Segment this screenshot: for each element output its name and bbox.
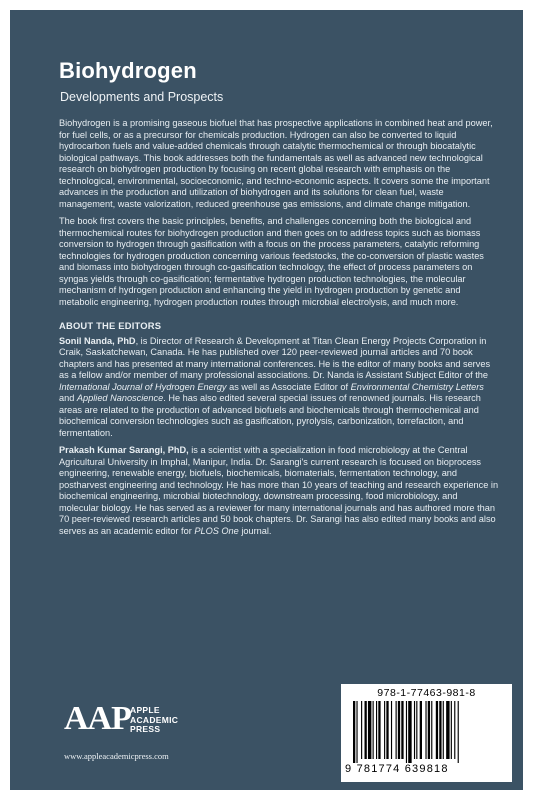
- editor-bio-nanda: [59, 336, 499, 440]
- barcode-bar: [406, 701, 407, 763]
- editor-bio-sarangi: [59, 445, 499, 537]
- barcode-bar: [356, 701, 357, 763]
- bio-text: journal.: [238, 525, 272, 536]
- barcode-bar: [454, 701, 455, 759]
- barcode-bar: [386, 701, 388, 759]
- logo-wordmark: [130, 706, 178, 735]
- bio-text: and: [59, 393, 77, 403]
- journal-name: Applied Nanoscience: [76, 393, 164, 403]
- logo-word: ACADEMIC: [130, 714, 179, 725]
- barcode-bar: [428, 701, 430, 759]
- barcode-bar: [446, 701, 449, 759]
- barcode-bar: [425, 701, 426, 759]
- book-subtitle: Developments and Prospects: [60, 90, 224, 104]
- bio-text: . He has also edited several special issues of renowned journals. His research areas are related to the production of advanced biofuels and biochemicals through thermochemical and biochemical conversion technologies such as gasification, pyrolysis, carbonization, torrefaction, and fermentation.: [59, 393, 481, 438]
- barcode-bar: [376, 701, 377, 759]
- barcode-bar: [451, 701, 452, 759]
- cover-description: [59, 118, 499, 543]
- publisher-website: www.appleacademicpress.com: [64, 751, 169, 761]
- bio-text: is a scientist with a specialization in food microbiology at the Central Agricultural University in Imphal, Manipur, India. Dr. Sarangi's current research is focused on bioprocess engineering, renewable energy, biofuels, biochemicals, biomaterials, fermentation technology, and postharvest engineering and technology. He has more than 10 years of teaching and research experience in biochemical engineering, microbial biotechnology, downstream processing, food microbiology, and molecular biology. He has served as a reviewer for many international journals and has authored more than 70 peer-reviewed research articles and 50 book chapters. Dr. Sarangi has also edited many books and also serves as an academic editor for: [59, 445, 499, 536]
- book-title: Biohydrogen: [59, 58, 197, 83]
- barcode-bar: [368, 701, 371, 759]
- barcode-bar: [443, 701, 444, 759]
- logo-letters: AAP: [64, 700, 131, 737]
- barcode-bar: [458, 701, 459, 763]
- editors-heading: ABOUT THE EDITORS: [59, 320, 162, 331]
- barcode-bar: [416, 701, 417, 759]
- barcode-panel: [341, 684, 512, 782]
- barcode-bar: [384, 701, 385, 759]
- isbn-number: 978-1-77463-981-8: [377, 687, 476, 699]
- description-paragraph-2: The book first covers the basic principles, benefits, and challenges concerning both the biological and thermochemical routes for biohydrogen production and then goes on to address topics such as biomass conversion to hydrogen through gasification with a focus on the process parameters, catalytic reforming technologies for hydrogen production concerning various feedstocks, the co-conversion of plastic wastes and biomass into biohydrogen through co-gasification technology, the effect of process parameters on syngas yields through co-gasification; fermentative hydrogen production technologies, the molecular mechanism of hydrogen production and enhancing the yield in hydrogen production by genetic and metabolic engineering, hydrogen production routes through microbial electrolysis, and much more.: [59, 216, 484, 307]
- bio-text: , is Director of Research & Development at Titan Clean Energy Projects Corporation in Craik, Saskatchewan, Canada. He has published over 120 peer-reviewed journal articles and 70 book chapters and has presented at many international conferences. He is the editor of many books and serves as a fellow and/or member of many professional associations. Dr. Nanda is Assistant Subject Editor of the: [59, 335, 491, 380]
- journal-name: International Journal of Hydrogen Energy: [59, 381, 227, 392]
- barcode-bar: [378, 701, 380, 759]
- barcode-bar: [420, 701, 422, 759]
- journal-name: Environmental Chemistry Letters: [350, 381, 484, 392]
- barcode-bar: [414, 701, 415, 759]
- barcode-bar: [373, 701, 374, 759]
- barcode-bar: [396, 701, 397, 759]
- barcode-bar: [398, 701, 400, 759]
- editor-name: Sonil Nanda, PhD: [59, 335, 136, 346]
- back-cover: [10, 10, 523, 790]
- barcode-bar: [436, 701, 438, 759]
- bio-text: as well as Associate Editor of: [226, 381, 351, 392]
- ean-number: 9 781774 639818: [345, 763, 449, 775]
- barcode-bar: [365, 701, 367, 759]
- barcode-bar: [431, 701, 432, 759]
- barcode-bar: [401, 701, 403, 759]
- publisher-logo: [64, 698, 214, 758]
- barcode-bar: [353, 701, 355, 763]
- barcode-bar: [439, 701, 441, 759]
- barcode-bar: [391, 701, 392, 759]
- journal-name: PLOS One: [194, 525, 239, 536]
- description-paragraph-1: Biohydrogen is a promising gaseous biofuel that has prospective applications in combined heat and power, for fuel cells, or as a precursor for chemicals production. Hydrogen can also be converted to liquid hydrocarbon fuels and value-added chemicals through catalytic thermochemical or through biocatalytic biological pathways. This book addresses both the fundamentals as well as advanced new technological research on biohydrogen production by focusing on recent global research with emphasis on the technological, environmental, socioeconomic, and techno-economic aspects. It covers some the important advances in the production and utilization of biohydrogen and its solutions for clean fuel, waste management, waste valorization, reduced greenhouse gas emissions, and climate change mitigation.: [59, 118, 493, 209]
- barcode-icon: [351, 701, 503, 763]
- barcode-bar: [408, 701, 411, 763]
- editor-name: Prakash Kumar Sarangi, PhD,: [59, 445, 189, 455]
- logo-word: APPLE: [130, 705, 160, 715]
- barcode-bar: [361, 701, 362, 759]
- logo-word: PRESS: [130, 724, 161, 734]
